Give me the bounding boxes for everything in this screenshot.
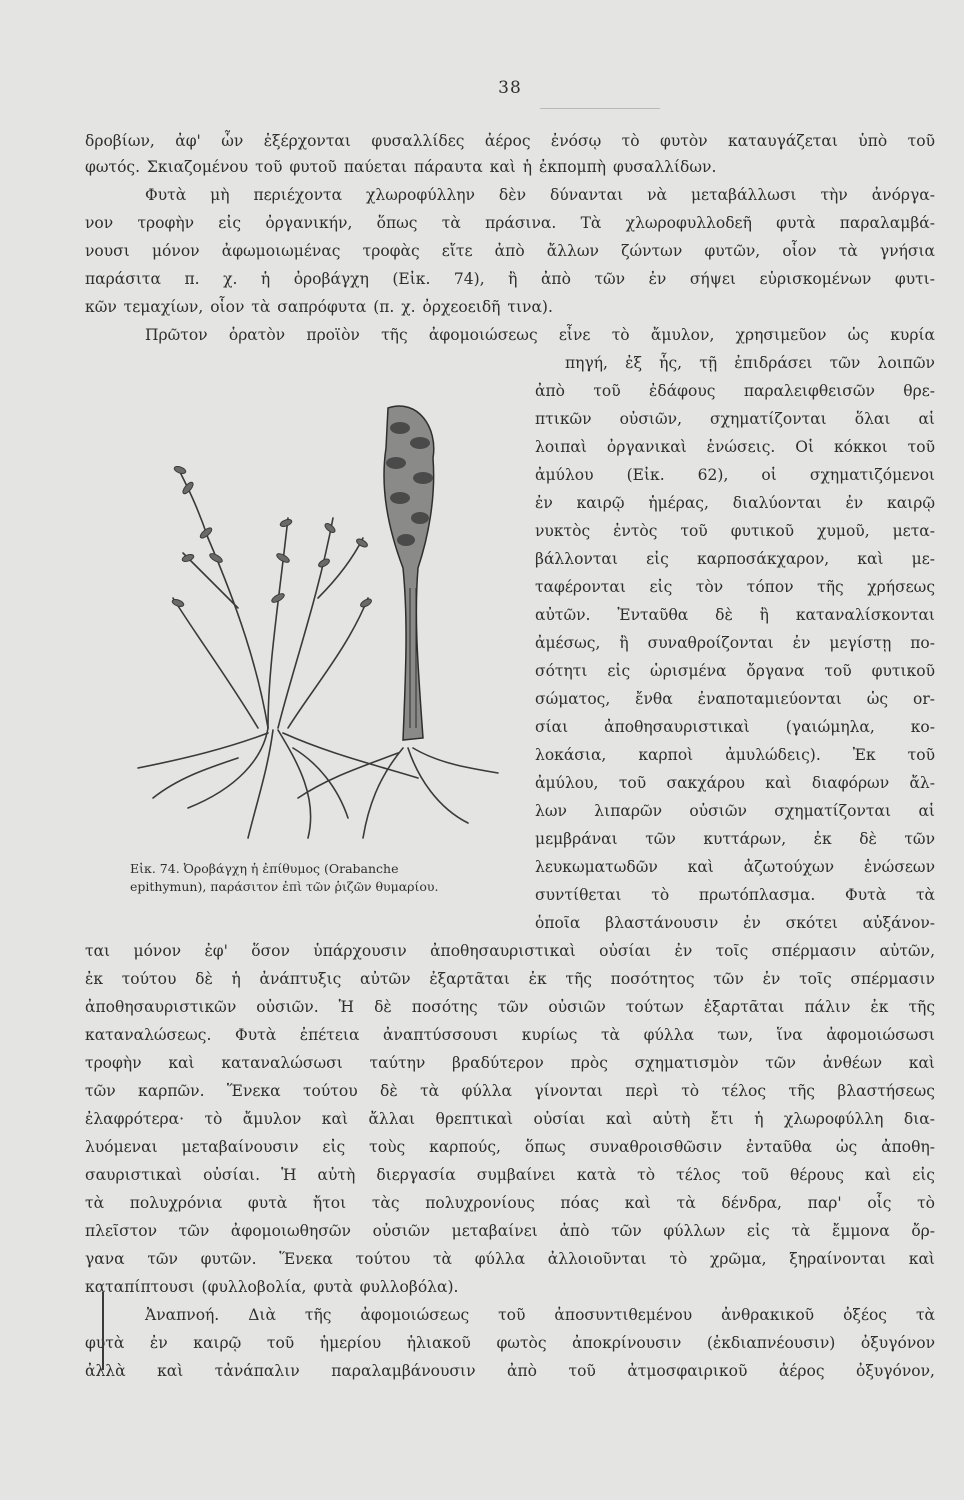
text-line: ἀμέσως, ἢ συναθροίζονται ἐν μεγίστῃ πο- <box>535 634 935 652</box>
text-line: ἐλαφρότερα· τὸ ἄμυλον καὶ ἄλλαι θρεπτικαὶ οὐσίαι καὶ αὐτὴ ἔτι ἡ χλωροφύλλη δια- <box>85 1110 935 1128</box>
text-line: φωτός. Σκιαζομένου τοῦ φυτοῦ παύεται πάραυτα καὶ ἡ ἐκπομπὴ φυσαλλίδων. <box>85 158 717 176</box>
text-line: αὐτῶν. Ἐνταῦθα δὲ ἢ καταναλίσκονται <box>535 606 935 624</box>
text-line: λυόμεναι μεταβαίνουσιν εἰς τοὺς καρπούς, ὅπως συναθροισθῶσιν ἐνταῦθα ὡς ἀποθη- <box>85 1138 935 1156</box>
text-line: ἀπὸ τοῦ ἐδάφους παραλειφθεισῶν θρε- <box>535 382 935 400</box>
margin-mark <box>102 1292 104 1370</box>
text-line: λοιπαὶ ὀργανικαὶ ἑνώσεις. Οἱ κόκκοι τοῦ <box>535 438 935 456</box>
text-line: ἐν καιρῷ ἡμέρας, διαλύονται ἐν καιρῷ <box>535 494 935 512</box>
text-line: πτικῶν οὐσιῶν, σχηματίζονται ὅλαι αἱ <box>535 410 935 428</box>
text-line: νον τροφὴν εἰς ὀργανικήν, ὅπως τὰ πράσινα. Τὰ χλωροφυλλοδεῆ φυτὰ παραλαμβά- <box>85 214 935 232</box>
text-line: μεμβράναι τῶν κυττάρων, ἐκ δὲ τῶν <box>535 830 935 848</box>
text-line: σαυριστικαὶ οὐσίαι. Ἡ αὐτὴ διεργασία συμβαίνει κατὰ τὸ τέλος τοῦ θέρους καὶ εἰς <box>85 1166 935 1184</box>
text-line: καταναλώσεως. Φυτὰ ἐπέτεια ἀναπτύσσουσι κυρίως τὰ φύλλα των, ἵνα ἀφομοιώσωσι <box>85 1026 935 1044</box>
header-rule <box>540 108 660 109</box>
text-line: νουσι μόνον ἀφωμοιωμένας τροφὰς εἴτε ἀπὸ ἄλλων ζώντων φυτῶν, οἷον τὰ γνήσια <box>85 242 935 260</box>
text-line: ἀμύλου, τοῦ σακχάρου καὶ διαφόρων ἄλ- <box>535 774 935 792</box>
text-line: ται μόνον ἐφ' ὅσον ὑπάρχουσιν ἀποθησαυριστικαὶ οὐσίαι ἐν τοῖς σπέρμασιν αὐτῶν, <box>85 942 935 960</box>
caption-line: Εἰκ. 74. Ὀροβάγχη ἡ ἐπίθυμος (Orabanche <box>130 861 399 876</box>
text-line: συντίθεται τὸ πρωτόπλασμα. Φυτὰ τὰ <box>535 886 935 904</box>
text-line: τῶν καρπῶν. Ἕνεκα τούτου δὲ τὰ φύλλα γίνονται περὶ τὸ τέλος τῆς βλαστήσεως <box>85 1082 935 1100</box>
text-line: λοκάσια, καρποὶ ἀμυλώδεις). Ἐκ τοῦ <box>535 746 935 764</box>
text-line: ταφέρονται εἰς τὸν τόπον τῆς χρήσεως <box>535 578 935 596</box>
caption-line: epithymun), παράσιτον ἐπὶ τῶν ῥιζῶν θυμαρίου. <box>130 879 439 894</box>
text-line: Ἀναπνοή. Διὰ τῆς ἀφομοιώσεως τοῦ ἀποσυντιθεμένου ἀνθρακικοῦ ὀξέος τὰ <box>145 1306 935 1324</box>
text-line: δροβίων, ἀφ' ὧν ἐξέρχονται φυσαλλίδες ἀέρος ἐνόσῳ τὸ φυτὸν καταυγάζεται ὑπὸ τοῦ <box>85 132 935 150</box>
text-line: Πρῶτον ὁρατὸν προϊὸν τῆς ἀφομοιώσεως εἶνε τὸ ἄμυλον, χρησιμεῦον ὡς κυρία <box>145 326 935 344</box>
text-line: καταπίπτουσι (φυλλοβολία, φυτὰ φυλλοβόλα). <box>85 1278 459 1296</box>
text-line: ἀλλὰ καὶ τἀνάπαλιν παραλαμβάνουσιν ἀπὸ τοῦ ἀτμοσφαιρικοῦ ἀέρος ὀξυγόνον, <box>85 1362 935 1380</box>
text-line: γανα τῶν φυτῶν. Ἕνεκα τούτου τὰ φύλλα ἀλλοιοῦνται τὸ χρῶμα, ξηραίνονται καὶ <box>85 1250 935 1268</box>
text-line: λων λιπαρῶν οὐσιῶν σχηματίζονται αἱ <box>535 802 935 820</box>
text-line: σότητι εἰς ὡρισμένα ὄργανα τοῦ φυτικοῦ <box>535 662 935 680</box>
text-line: κῶν τεμαχίων, οἷον τὰ σαπρόφυτα (π. χ. ὀρχεοειδῆ τινα). <box>85 298 553 316</box>
text-line: φυτὰ ἐν καιρῷ τοῦ ἡμερίου ἡλιακοῦ φωτὸς ἀποκρίνουσιν (ἐκδιαπνέουσιν) ὀξυγόνον <box>85 1334 935 1352</box>
text-line: Φυτὰ μὴ περιέχοντα χλωροφύλλην δὲν δύνανται νὰ μεταβάλλωσι τὴν ἀνόργα- <box>145 186 935 204</box>
text-line: τὰ πολυχρόνια φυτὰ ἤτοι τὰς πολυχρονίους πόας καὶ τὰ δένδρα, παρ' οἷς τὸ <box>85 1194 935 1212</box>
text-line: λευκωματωδῶν καὶ ἀζωτούχων ἑνώσεων <box>535 858 935 876</box>
orobanche-plant-illustration <box>118 368 513 848</box>
text-line: ὁποῖα βλαστάνουσιν ἐν σκότει αὐξάνον- <box>535 914 935 932</box>
text-line: ἀποθησαυριστικῶν οὐσιῶν. Ἡ δὲ ποσότης τῶν οὐσιῶν τούτων ἐξαρτᾶται πάλιν ἐκ τῆς <box>85 998 935 1016</box>
page-number: 38 <box>498 78 522 98</box>
text-line: τροφὴν καὶ καταναλώσωσι ταύτην βραδύτερον πρὸς σχηματισμὸν τῶν ἀνθέων καὶ <box>85 1054 935 1072</box>
text-line: ἐκ τούτου δὲ ἡ ἀνάπτυξις αὐτῶν ἐξαρτᾶται ἐκ τῆς ποσότητος τῶν ἐν τοῖς σπέρμασιν <box>85 970 935 988</box>
text-line: παράσιτα π. χ. ἡ ὀροβάγχη (Εἰκ. 74), ἢ ἀπὸ τῶν ἐν σήψει εὑρισκομένων φυτι- <box>85 270 935 288</box>
text-line: ἀμύλου (Εἰκ. 62), οἱ σχηματιζόμενοι <box>535 466 935 484</box>
text-line: βάλλονται εἰς καρποσάκχαρον, καὶ με- <box>535 550 935 568</box>
figure-caption <box>130 860 520 896</box>
text-line: σίαι ἀποθησαυριστικαὶ (γαιώμηλα, κο- <box>535 718 935 736</box>
text-line: σώματος, ἔνθα ἐναποταμιεύονται ὡς or- <box>535 690 935 708</box>
text-line: πλεῖστον τῶν ἀφομοιωθησῶν οὐσιῶν μεταβαίνει ἀπὸ τῶν φύλλων εἰς τὰ ἔμμονα ὄρ- <box>85 1222 935 1240</box>
text-line: νυκτὸς ἐντὸς τοῦ φυτικοῦ χυμοῦ, μετα- <box>535 522 935 540</box>
text-line: πηγή, ἐξ ἧς, τῇ ἐπιδράσει τῶν λοιπῶν <box>565 354 935 372</box>
